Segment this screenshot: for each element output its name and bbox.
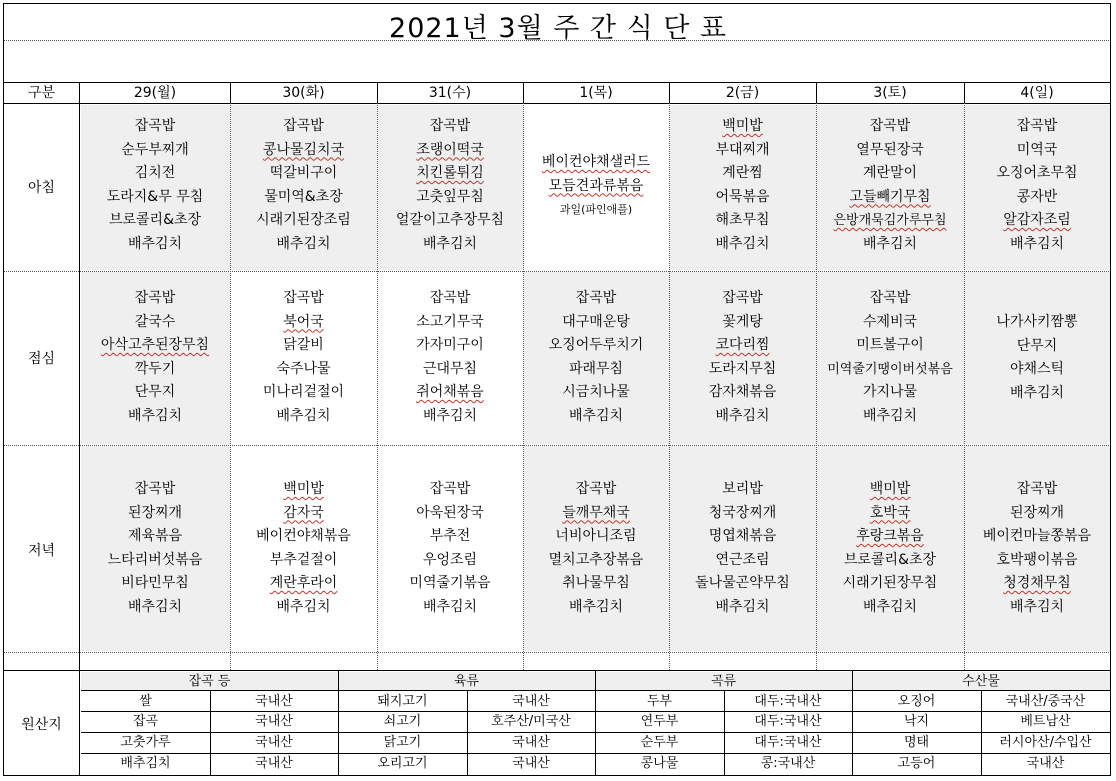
menu-item: 어묵볶음 — [715, 188, 770, 205]
menu-item: 잡곡밥 — [283, 290, 324, 306]
menu-item: 후랑크볶음 — [856, 528, 924, 544]
grid-line — [523, 103, 524, 670]
origin-item: 두부 — [646, 694, 673, 709]
day-header: 29(월) — [133, 85, 177, 101]
menu-item: 배추김치 — [422, 598, 478, 615]
menu-item: 숙주나물 — [276, 360, 331, 377]
menu-cell-lunch — [816, 287, 964, 428]
day-header: 31(수) — [428, 85, 472, 101]
grid-line — [595, 690, 596, 775]
origin-item: 명태 — [903, 735, 930, 750]
menu-cell-lunch — [377, 287, 523, 428]
grid-line — [669, 82, 670, 103]
menu-item: 떡갈비구이 — [269, 165, 338, 181]
grid-line — [467, 690, 468, 775]
origin-category-meat: 육류 — [338, 672, 595, 691]
menu-item: 얼갈이고추장무침 — [395, 212, 505, 228]
grid-line — [81, 732, 1111, 733]
grid-line — [724, 690, 725, 775]
menu-item: 수제비국 — [862, 313, 918, 330]
menu-item: 호박팽이볶음 — [996, 551, 1078, 568]
menu-item: 고들빼기무침 — [849, 188, 931, 205]
menu-item: 된장찌개 — [127, 504, 183, 521]
menu-item: 잡곡밥 — [1016, 481, 1058, 497]
grid-line — [210, 690, 211, 775]
grid-line — [3, 40, 1111, 41]
origin-country: 국내산 — [255, 694, 293, 709]
menu-item: 베이컨야채볶음 — [256, 528, 351, 544]
menu-item: 단무지 — [134, 384, 176, 400]
origin-item: 쇠고기 — [383, 714, 422, 729]
menu-item: 청국장찌개 — [708, 504, 777, 521]
menu-item: 계란찜 — [722, 165, 763, 181]
origin-country: 국내산 — [512, 694, 550, 709]
menu-item: 꽃게탕 — [722, 313, 763, 330]
menu-item: 배추김치 — [127, 598, 183, 615]
origin-country: 대두:국내산 — [754, 735, 822, 750]
origin-item: 오징어 — [897, 694, 936, 709]
menu-item: 배추김치 — [127, 407, 183, 424]
menu-cell-lunch — [523, 287, 669, 428]
grid-line — [1110, 3, 1111, 776]
menu-cell-lunch — [669, 287, 816, 428]
menu-cell-lunch — [230, 287, 377, 428]
menu-item: 야채스틱 — [1009, 361, 1065, 377]
meal-label-breakfast: 아침 — [27, 180, 56, 196]
origin-country: 베트남산 — [1020, 714, 1071, 729]
grid-line — [81, 690, 1111, 691]
menu-item: 비타민무침 — [121, 575, 189, 591]
menu-item: 잡곡밥 — [722, 290, 763, 306]
menu-item: 모듬견과류볶음 — [548, 177, 644, 194]
menu-item: 근대무침 — [422, 360, 478, 377]
day-header: 3(토) — [873, 85, 907, 101]
menu-cell-dinner — [964, 478, 1110, 619]
menu-item: 배추김치 — [127, 235, 183, 252]
origin-category-seafood: 수산물 — [852, 672, 1110, 691]
menu-cell-dinner — [80, 478, 230, 619]
origin-country: 대두:국내산 — [754, 694, 822, 709]
origin-category-grains: 잡곡 등 — [81, 672, 338, 691]
menu-item: 돌나물곤약무침 — [695, 575, 790, 591]
menu-item: 잡곡밥 — [283, 118, 324, 134]
menu-item: 백미밥 — [722, 118, 763, 134]
grid-line — [3, 3, 1111, 4]
origin-item: 오리고기 — [377, 756, 428, 771]
grid-line — [981, 690, 982, 775]
menu-item: 배추김치 — [1009, 384, 1065, 401]
menu-cell-dinner — [669, 478, 816, 619]
menu-item: 취나물무침 — [562, 575, 630, 591]
origin-item: 배추김치 — [120, 756, 171, 771]
menu-item: 깍두기 — [134, 360, 176, 377]
menu-item: 브로콜리&초장 — [843, 551, 937, 568]
header-label: 구분 — [27, 85, 56, 101]
menu-item: 보리밥 — [722, 481, 763, 497]
menu-item: 가지나물 — [862, 384, 918, 400]
menu-cell-dinner — [377, 478, 523, 619]
menu-item: 열무된장국 — [856, 141, 924, 158]
menu-item: 조랭이떡국 — [416, 141, 484, 158]
menu-item: 배추김치 — [862, 598, 918, 615]
menu-item: 배추김치 — [276, 598, 331, 615]
menu-cell-breakfast — [230, 115, 377, 256]
menu-item: 잡곡밥 — [869, 118, 911, 134]
menu-item: 명엽채볶음 — [708, 528, 777, 544]
menu-item: 미역국 — [1016, 141, 1058, 158]
menu-item: 미역줄기땡이버섯볶음 — [827, 361, 953, 377]
origin-item: 콩나물 — [640, 756, 679, 771]
menu-item: 배추김치 — [862, 407, 918, 424]
day-header: 1(목) — [579, 85, 613, 101]
menu-item: 느타리버섯볶음 — [107, 551, 203, 568]
grid-line — [230, 103, 231, 670]
menu-item: 코다리찜 — [715, 337, 770, 353]
origin-country: 국내산 — [255, 714, 293, 729]
menu-item: 잡곡밥 — [134, 481, 176, 497]
menu-item: 멸치고추장볶음 — [548, 551, 644, 568]
menu-item: 된장찌개 — [1009, 504, 1065, 521]
menu-item: 호박국 — [869, 504, 911, 521]
menu-item: 과일(파인애플) — [559, 203, 633, 216]
menu-item: 잡곡밥 — [134, 118, 176, 134]
origin-country: 국내산 — [512, 735, 550, 750]
grid-line — [230, 82, 231, 103]
menu-item: 감자채볶음 — [708, 384, 777, 400]
grid-line — [523, 82, 524, 103]
menu-item: 브로콜리&초장 — [108, 212, 202, 228]
menu-item: 베이컨마늘쫑볶음 — [982, 528, 1092, 544]
menu-item: 나가사키짬뽕 — [996, 314, 1078, 330]
menu-cell-lunch — [80, 287, 230, 428]
grid-line — [3, 103, 1111, 104]
menu-item: 배추김치 — [862, 235, 918, 252]
menu-item: 연근조림 — [715, 551, 770, 568]
grid-line — [377, 82, 378, 103]
origin-item: 잡곡 — [132, 714, 159, 729]
menu-item: 김치전 — [134, 165, 176, 181]
origin-item: 순두부 — [640, 735, 679, 750]
grid-line — [3, 3, 4, 776]
origin-item: 연두부 — [640, 714, 679, 729]
menu-item: 제육볶음 — [127, 528, 183, 544]
origin-country: 대두:국내산 — [754, 714, 822, 729]
menu-item: 해초무침 — [715, 212, 770, 228]
menu-item: 잡곡밥 — [429, 118, 471, 134]
origin-item: 고춧가루 — [120, 735, 171, 750]
day-header: 4(일) — [1020, 85, 1054, 101]
origin-category-beans: 곡류 — [595, 672, 852, 691]
menu-cell-breakfast — [816, 115, 964, 256]
origin-item: 돼지고기 — [377, 694, 428, 709]
grid-line — [338, 670, 339, 690]
origin-country: 러시아산/수입산 — [999, 735, 1092, 750]
menu-cell-breakfast — [964, 115, 1110, 256]
origin-item: 쌀 — [139, 694, 152, 709]
menu-item: 시금치나물 — [562, 384, 630, 400]
menu-item: 쥐어채볶음 — [416, 384, 484, 400]
menu-item: 잡곡밥 — [1016, 118, 1058, 134]
menu-item: 미역줄기볶음 — [409, 575, 491, 591]
origin-item: 닭고기 — [383, 735, 422, 750]
menu-item: 시래기된장조림 — [256, 212, 351, 228]
origin-country: 국내산 — [255, 735, 293, 750]
page-title: 2021년 3월 주 간 식 단 표 — [389, 13, 727, 44]
grid-line — [669, 103, 670, 670]
meal-label-dinner: 저녁 — [27, 543, 56, 559]
menu-item: 소고기무국 — [416, 313, 484, 330]
menu-item: 오징어두루치기 — [548, 337, 644, 353]
menu-item: 백미밥 — [869, 481, 911, 497]
menu-item: 잡곡밥 — [134, 290, 176, 306]
grid-line — [377, 103, 378, 670]
menu-item: 배추김치 — [1009, 235, 1065, 252]
grid-line — [852, 690, 853, 775]
menu-item: 도라지&무 무침 — [106, 188, 204, 205]
menu-item: 고춧잎무침 — [416, 188, 484, 205]
menu-item: 가자미구이 — [416, 337, 484, 353]
grid-line — [3, 670, 1111, 671]
menu-item: 배추김치 — [276, 235, 331, 252]
menu-item: 배추김치 — [715, 235, 770, 252]
menu-item: 파래무침 — [568, 360, 624, 377]
menu-cell-breakfast — [669, 115, 816, 256]
menu-cell-dinner — [230, 478, 377, 619]
grid-line — [964, 103, 965, 670]
menu-item: 미나리겉절이 — [262, 384, 345, 400]
menu-item: 배추김치 — [715, 598, 770, 615]
origin-country: 국내산 — [255, 756, 293, 771]
menu-item: 단무지 — [1016, 337, 1058, 354]
menu-item: 부추겉절이 — [269, 551, 338, 568]
meal-label-lunch: 점심 — [27, 351, 56, 367]
grid-line — [81, 753, 1111, 754]
grid-line — [81, 711, 1111, 712]
grid-line — [964, 82, 965, 103]
menu-item: 잡곡밥 — [869, 290, 911, 306]
menu-item: 갈국수 — [134, 313, 176, 330]
menu-item: 시래기된장무침 — [842, 575, 938, 591]
menu-item: 백미밥 — [283, 481, 324, 497]
menu-cell-dinner — [523, 478, 669, 619]
menu-item: 부추전 — [429, 528, 471, 544]
menu-item: 너비아니조림 — [555, 528, 637, 544]
day-header: 2(금) — [725, 85, 760, 101]
menu-item: 청경채무침 — [1003, 575, 1071, 591]
menu-item: 잡곡밥 — [575, 290, 617, 306]
origin-country: 국내산 — [512, 756, 550, 771]
grid-line — [3, 445, 1111, 446]
menu-item: 은방개묵김가루무침 — [833, 213, 947, 228]
menu-item: 잡곡밥 — [429, 481, 471, 497]
menu-item: 배추김치 — [715, 407, 770, 424]
menu-item: 아삭고추된장무침 — [100, 337, 210, 353]
origin-item: 낙지 — [903, 714, 930, 729]
origin-label: 원산지 — [21, 717, 62, 733]
menu-cell-breakfast — [80, 115, 230, 256]
menu-item: 순두부찌개 — [121, 141, 189, 158]
menu-item: 닭갈비 — [283, 337, 324, 353]
origin-country: 국내산 — [1026, 756, 1065, 771]
grid-line — [3, 775, 1111, 776]
menu-item: 배추김치 — [422, 407, 478, 424]
grid-line — [816, 82, 817, 103]
origin-country: 호주산/미국산 — [491, 714, 571, 729]
menu-item: 콩자반 — [1016, 188, 1058, 205]
menu-item: 알감자조림 — [1003, 212, 1071, 228]
menu-item: 오징어초무침 — [996, 165, 1078, 181]
menu-item: 계란후라이 — [269, 575, 338, 591]
menu-cell-breakfast — [377, 115, 523, 256]
menu-item: 우엉조림 — [422, 551, 478, 568]
day-header: 30(화) — [282, 85, 325, 101]
grid-line — [338, 690, 339, 775]
menu-item: 베이컨야채샐러드 — [541, 154, 651, 170]
origin-country: 콩:국내산 — [760, 756, 816, 771]
menu-item: 감자국 — [283, 504, 324, 521]
menu-cell-breakfast — [523, 151, 669, 222]
menu-item: 잡곡밥 — [575, 481, 617, 497]
grid-line — [79, 82, 80, 776]
menu-item: 배추김치 — [1009, 598, 1065, 615]
menu-item: 콩나물김치국 — [262, 141, 345, 158]
menu-item: 북어국 — [283, 313, 324, 330]
menu-item: 미트볼구이 — [856, 337, 924, 353]
menu-cell-lunch — [964, 311, 1110, 405]
menu-item: 치킨롤튀김 — [416, 165, 484, 181]
grid-line — [3, 82, 1111, 83]
grid-line — [852, 670, 853, 690]
grid-line — [816, 103, 817, 670]
menu-item: 부대찌개 — [715, 141, 770, 158]
grid-line — [595, 670, 596, 690]
origin-item: 고등어 — [897, 756, 936, 771]
menu-item: 배추김치 — [422, 235, 478, 252]
origin-country: 국내산/중국산 — [1005, 694, 1086, 709]
menu-item: 배추김치 — [568, 407, 624, 424]
menu-cell-dinner — [816, 478, 964, 619]
menu-item: 잡곡밥 — [429, 290, 471, 306]
menu-item: 배추김치 — [276, 407, 331, 424]
grid-line — [3, 271, 1111, 272]
menu-item: 물미역&초장 — [264, 188, 343, 205]
menu-item: 들깨무채국 — [562, 504, 630, 521]
grid-line — [3, 652, 1111, 653]
menu-item: 도라지무침 — [708, 360, 777, 377]
menu-item: 배추김치 — [568, 598, 624, 615]
menu-item: 계란말이 — [862, 165, 918, 181]
menu-item: 아욱된장국 — [416, 504, 484, 521]
menu-item: 대구매운탕 — [562, 313, 630, 330]
